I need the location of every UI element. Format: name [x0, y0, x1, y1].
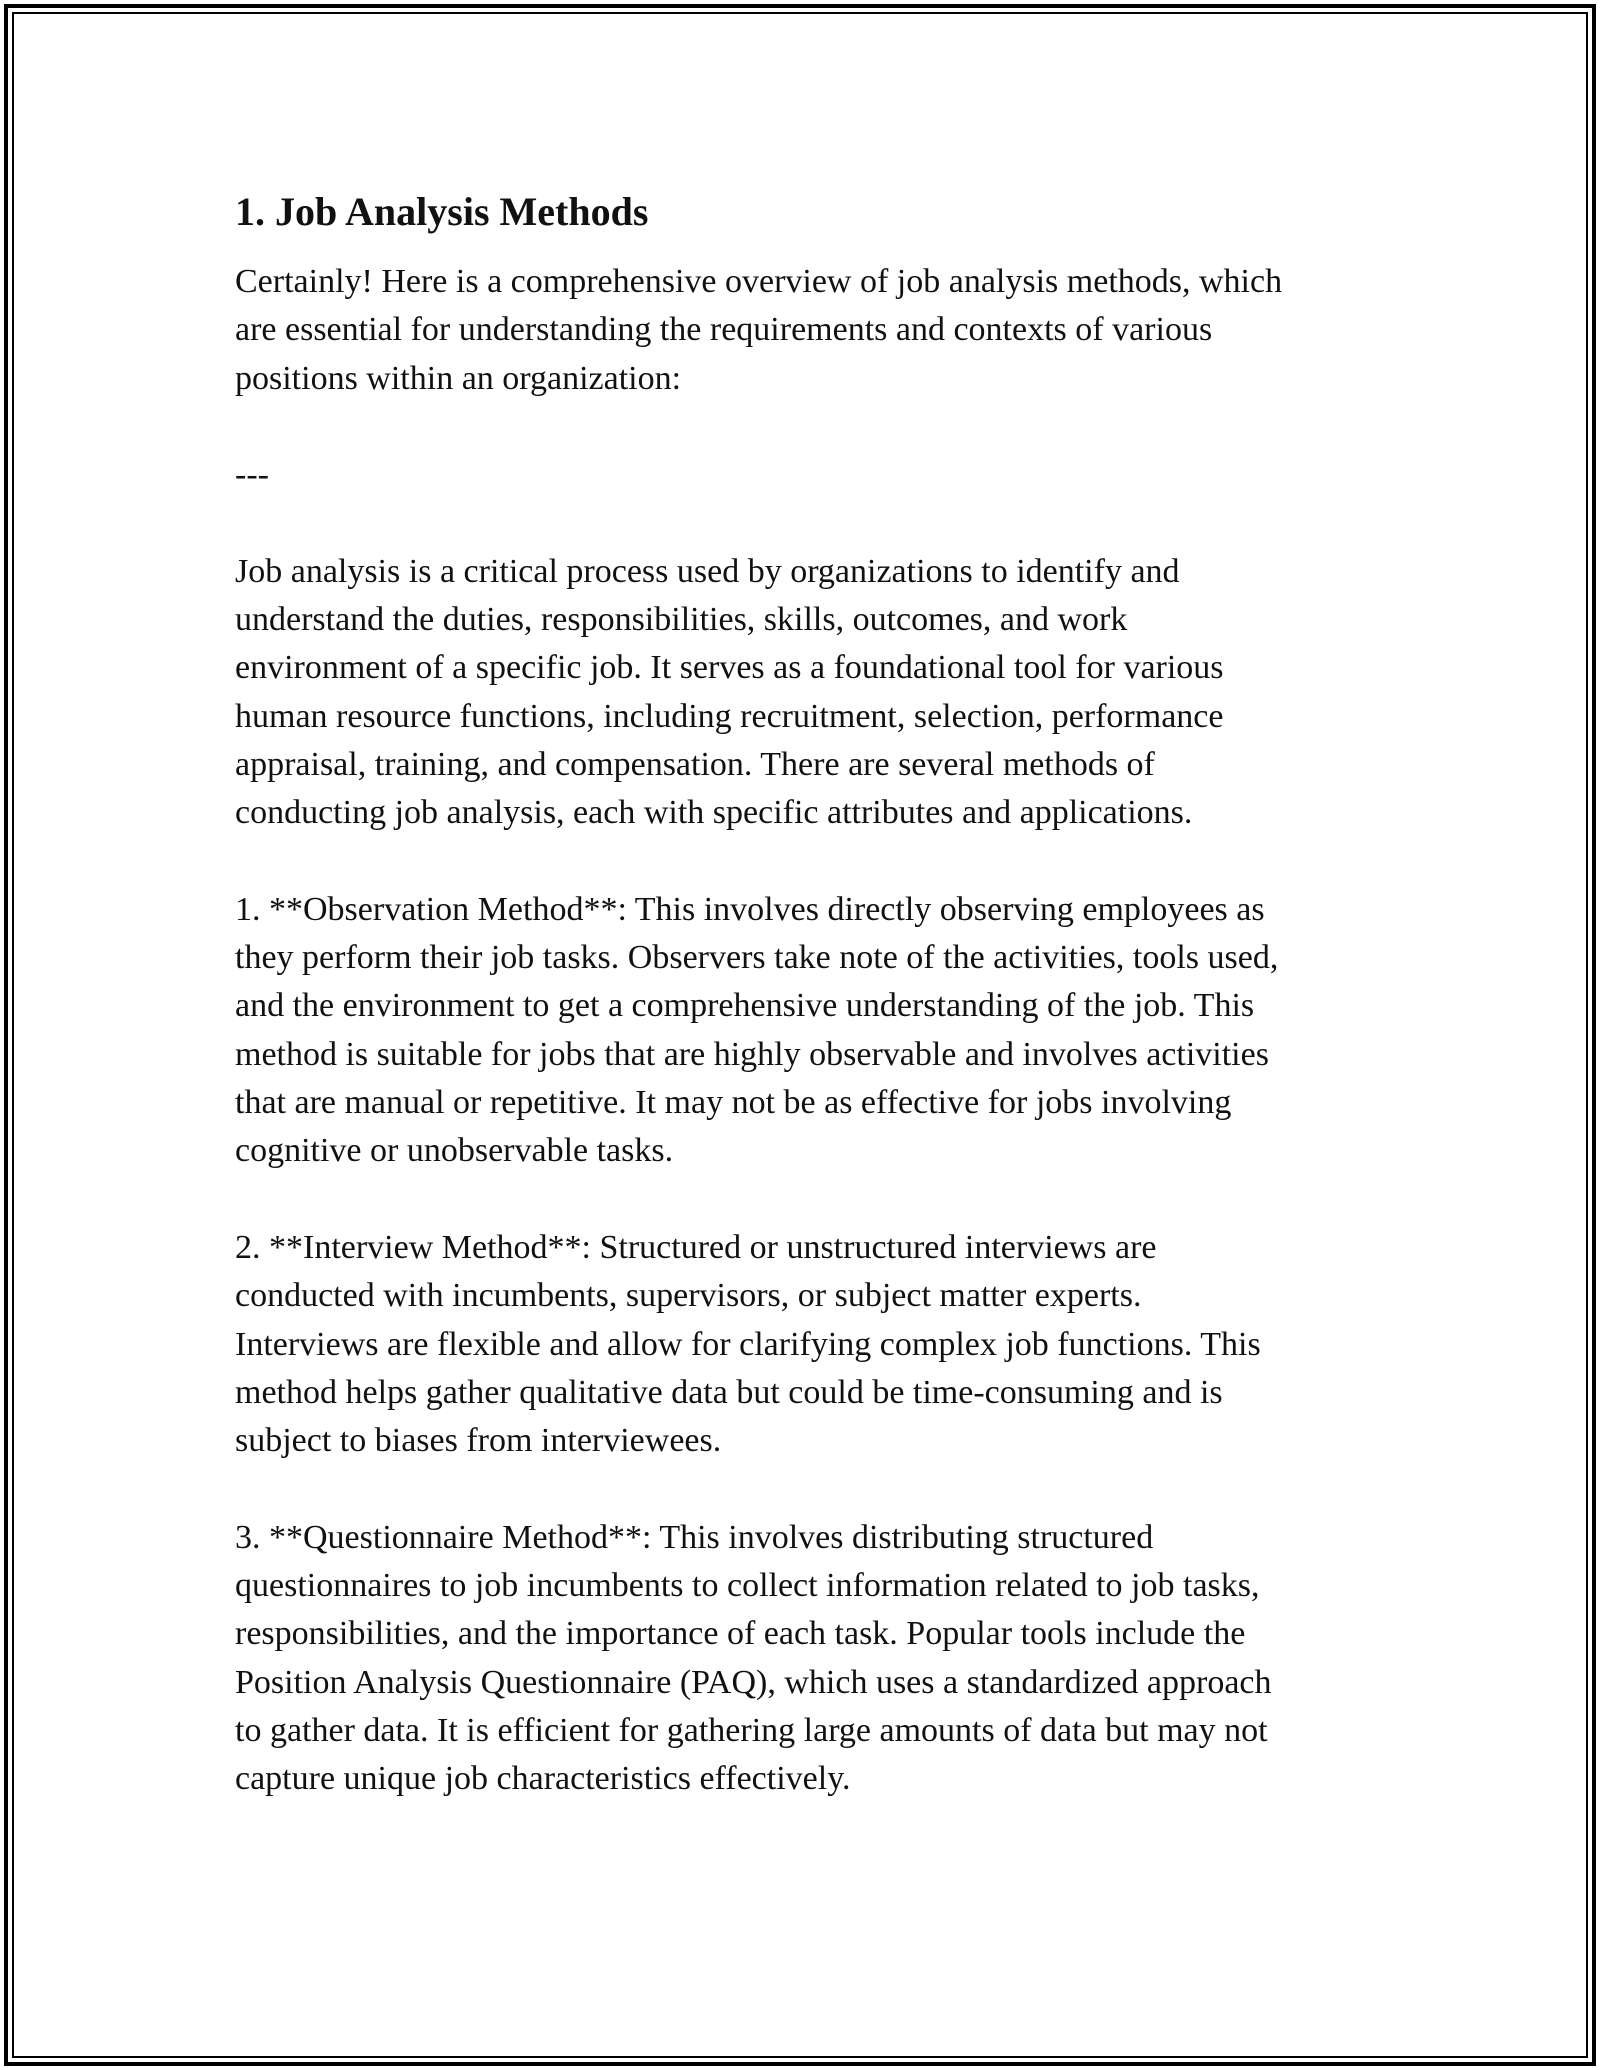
method-line: questionnaires to job incumbents to collect information related to job tasks, — [235, 1567, 1260, 1605]
method-line: responsibilities, and the importance of each task. Popular tools include the — [235, 1615, 1246, 1653]
intro-line: are essential for understanding the requirements and contexts of various — [235, 311, 1213, 349]
intro-line: Certainly! Here is a comprehensive overview of job analysis methods, which — [235, 263, 1283, 300]
overview-line: human resource functions, including recruitment, selection, performance — [235, 697, 1224, 735]
observation-method-paragraph — [235, 886, 1385, 1176]
method-line: subject to biases from interviewees. — [235, 1422, 722, 1460]
overview-line: conducting job analysis, each with specific attributes and applications. — [235, 794, 1193, 832]
overview-line: Job analysis is a critical process used by organizations to identify and — [235, 552, 1180, 590]
intro-paragraph — [235, 258, 1385, 403]
method-line: method helps gather qualitative data but could be time-consuming and is — [235, 1373, 1223, 1411]
method-line: that are manual or repetitive. It may not be as effective for jobs involving — [235, 1084, 1232, 1122]
method-line: 2. **Interview Method**: Structured or unstructured interviews are — [235, 1228, 1157, 1266]
document-body — [235, 186, 1385, 1852]
method-line: method is suitable for jobs that are highly observable and involves activities — [235, 1035, 1269, 1073]
method-line: capture unique job characteristics effectively. — [235, 1760, 851, 1798]
method-line: Interviews are flexible and allow for clarifying complex job functions. This — [235, 1325, 1261, 1363]
section-heading: 1. Job Analysis Methods — [235, 189, 649, 234]
method-line: and the environment to get a comprehensive understanding of the job. This — [235, 987, 1255, 1025]
horizontal-rule-text: --- — [235, 456, 269, 494]
intro-line: positions within an organization: — [235, 359, 682, 397]
overview-paragraph — [235, 548, 1385, 838]
method-line: they perform their job tasks. Observers take note of the activities, tools used, — [235, 939, 1279, 977]
method-line: to gather data. It is efficient for gathering large amounts of data but may not — [235, 1711, 1268, 1749]
interview-method-paragraph — [235, 1224, 1385, 1465]
method-line: Position Analysis Questionnaire (PAQ), which uses a standardized approach — [235, 1663, 1272, 1701]
overview-line: environment of a specific job. It serves as a foundational tool for various — [235, 649, 1224, 687]
overview-line: understand the duties, responsibilities, skills, outcomes, and work — [235, 601, 1128, 639]
method-line: 1. **Observation Method**: This involves directly observing employees as — [235, 890, 1265, 928]
method-line: 3. **Questionnaire Method**: This involves distributing structured — [235, 1518, 1154, 1556]
questionnaire-method-paragraph — [235, 1514, 1385, 1804]
method-line: conducted with incumbents, supervisors, or subject matter experts. — [235, 1277, 1142, 1315]
overview-line: appraisal, training, and compensation. There are several methods of — [235, 745, 1155, 783]
method-line: cognitive or unobservable tasks. — [235, 1132, 674, 1170]
